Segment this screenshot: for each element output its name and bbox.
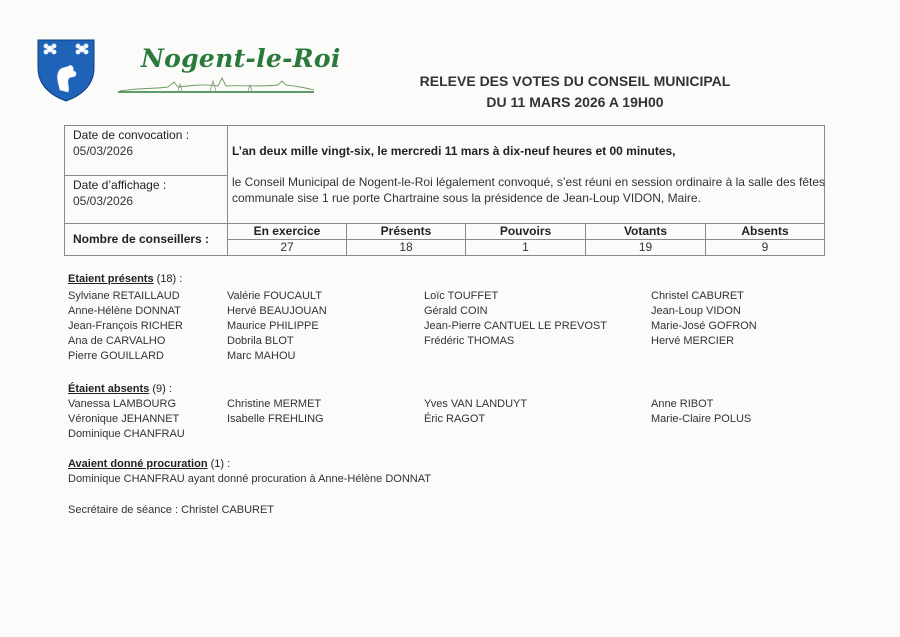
presents-heading-count: (18) : bbox=[153, 273, 183, 285]
count-votants: 19 bbox=[586, 240, 706, 256]
present-member: Christel CABURET bbox=[651, 290, 744, 302]
counts-header-row bbox=[65, 224, 825, 240]
absent-member: Anne RIBOT bbox=[651, 398, 714, 410]
absents-heading bbox=[68, 383, 172, 395]
present-member: Dobrila BLOT bbox=[227, 335, 294, 347]
present-member: Ana de CARVALHO bbox=[68, 335, 166, 347]
counts-header-pouvoirs: Pouvoirs bbox=[466, 224, 586, 240]
procurations-heading bbox=[68, 458, 230, 470]
town-landscape-illustration-icon bbox=[118, 72, 318, 96]
counts-header-en-exercice: En exercice bbox=[228, 224, 347, 240]
secretaire-de-seance: Secrétaire de séance : Christel CABURET bbox=[68, 504, 275, 516]
document-title-line-2: DU 11 MARS 2026 A 19H00 bbox=[486, 94, 664, 110]
present-member: Maurice PHILIPPE bbox=[227, 320, 319, 332]
count-en-exercice: 27 bbox=[228, 240, 347, 256]
count-presents: 18 bbox=[347, 240, 466, 256]
affichage-date: 05/03/2026 bbox=[73, 194, 134, 208]
present-member: Jean-Pierre CANTUEL LE PREVOST bbox=[424, 320, 607, 332]
present-member: Frédéric THOMAS bbox=[424, 335, 515, 347]
absents-heading-count: (9) : bbox=[149, 383, 172, 395]
affichage-label: Date d’affichage : bbox=[73, 178, 167, 192]
presents-heading bbox=[68, 273, 182, 285]
procurations-heading-title: Avaient donné procuration bbox=[68, 458, 208, 470]
town-logo-wordmark: Nogent-le-Roi bbox=[141, 44, 341, 73]
present-member: Marie-José GOFRON bbox=[651, 320, 757, 332]
present-member: Sylviane RETAILLAUD bbox=[68, 290, 180, 302]
present-member: Anne-Hélène DONNAT bbox=[68, 305, 181, 317]
procuration-entry: Dominique CHANFRAU ayant donné procuration à Anne-Hélène DONNAT bbox=[68, 473, 431, 485]
presents-heading-title: Etaient présents bbox=[68, 273, 154, 285]
counts-header-votants: Votants bbox=[586, 224, 706, 240]
present-member: Loïc TOUFFET bbox=[424, 290, 499, 302]
councillor-counts-table bbox=[64, 223, 825, 256]
preamble-date-line: L’an deux mille vingt-six, le mercredi 11 mars à dix-neuf heures et 00 minutes, bbox=[232, 144, 676, 158]
convocation-label: Date de convocation : bbox=[73, 128, 190, 142]
present-member: Pierre GOUILLARD bbox=[68, 350, 164, 362]
absent-member: Yves VAN LANDUYT bbox=[424, 398, 528, 410]
present-member: Hervé MERCIER bbox=[651, 335, 735, 347]
count-pouvoirs: 1 bbox=[466, 240, 586, 256]
counts-header-absents: Absents bbox=[706, 224, 825, 240]
present-member: Marc MAHOU bbox=[227, 350, 296, 362]
counts-header-presents: Présents bbox=[347, 224, 466, 240]
procurations-heading-count: (1) : bbox=[207, 458, 231, 470]
absent-member: Marie-Claire POLUS bbox=[651, 413, 752, 425]
present-member: Hervé BEAUJOUAN bbox=[227, 305, 327, 317]
absent-member: Christine MERMET bbox=[227, 398, 322, 410]
count-absents: 9 bbox=[706, 240, 825, 256]
absent-member: Véronique JEHANNET bbox=[68, 413, 180, 425]
absent-member: Isabelle FREHLING bbox=[227, 413, 324, 425]
absents-heading-title: Étaient absents bbox=[68, 383, 150, 395]
counts-row-label: Nombre de conseillers : bbox=[65, 224, 228, 256]
present-member: Jean-François RICHER bbox=[68, 320, 183, 332]
present-member: Valérie FOUCAULT bbox=[227, 290, 322, 302]
document-title-line-1: RELEVE DES VOTES DU CONSEIL MUNICIPAL bbox=[419, 73, 731, 89]
absent-member: Vanessa LAMBOURG bbox=[68, 398, 177, 410]
present-member: Gérald COIN bbox=[424, 305, 488, 317]
absent-member: Éric RAGOT bbox=[424, 413, 486, 425]
absent-member: Dominique CHANFRAU bbox=[68, 428, 185, 440]
town-coat-of-arms-icon bbox=[36, 38, 96, 102]
preamble-line-2: le Conseil Municipal de Nogent-le-Roi légalement convoqué, s’est réuni en session ordinaire à la salle des fêtes bbox=[232, 175, 825, 189]
present-member: Jean-Loup VIDON bbox=[651, 305, 741, 317]
preamble-line-3: communale sise 1 rue porte Chartraine sous la présidence de Jean-Loup VIDON, Maire. bbox=[232, 191, 701, 205]
convocation-date: 05/03/2026 bbox=[73, 144, 134, 158]
